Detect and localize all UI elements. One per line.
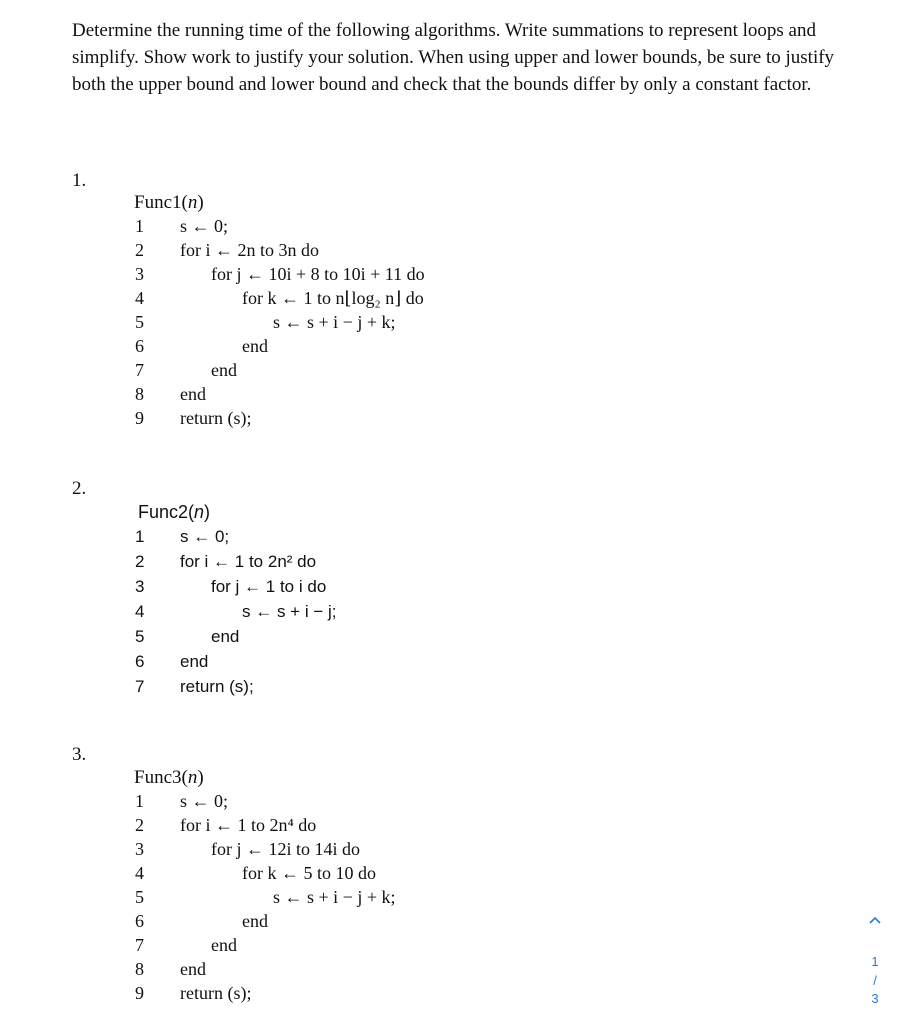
code-line: return (s); <box>180 677 254 696</box>
line-number: 3 <box>135 264 144 284</box>
code-line: end <box>242 911 268 931</box>
code-line: for j ← 10i + 8 to 10i + 11 do <box>211 264 425 284</box>
line-number: 5 <box>135 312 144 332</box>
line-number: 5 <box>135 887 144 907</box>
total-pages: 3 <box>871 991 879 1006</box>
code-line: for i ← 2n to 3n do <box>180 240 319 260</box>
problem-1-number: 1. <box>72 170 87 191</box>
line-number: 7 <box>135 935 144 955</box>
line-number: 2 <box>135 240 144 260</box>
problem-2-number: 2. <box>72 478 87 499</box>
code-line: return (s); <box>180 983 252 1003</box>
func1-name: Func1 <box>134 192 182 213</box>
code-line: s ← s + i − j; <box>242 602 337 621</box>
code-line: for i ← 1 to 2n² do <box>180 552 317 571</box>
line-number: 1 <box>135 216 144 236</box>
code-line: for k ← 5 to 10 do <box>242 863 376 883</box>
code-line: s ← s + i − j + k; <box>273 312 396 332</box>
code-line: end <box>180 384 206 404</box>
code-line: end <box>211 360 237 380</box>
line-number: 1 <box>135 791 144 811</box>
code-line: return (s); <box>180 408 252 428</box>
code-line: for j ← 1 to i do <box>211 577 327 596</box>
previous-page-button[interactable] <box>864 912 886 928</box>
code-line: end <box>180 652 209 671</box>
instructions-paragraph: Determine the running time of the following algorithms. Write summations to represent loops and simplify. Show work to justify your solution. When using upper and lower bounds, be sure to justify both the upper bound and lower bound and check that the bounds differ by only a constant factor. <box>72 20 835 95</box>
code-line: for i ← 1 to 2n⁴ do <box>180 815 317 835</box>
code-line: end <box>211 627 240 646</box>
code-line: s ← 0; <box>180 791 229 811</box>
func2-name: Func2 <box>138 502 189 522</box>
line-number: 6 <box>135 911 144 931</box>
line-number: 4 <box>135 602 145 621</box>
line-number: 2 <box>135 552 145 571</box>
chevron-up-icon <box>868 915 882 925</box>
code-line: end <box>242 336 268 356</box>
func1-arg: n <box>187 192 198 213</box>
line-number: 2 <box>135 815 144 835</box>
current-page-number: 1 <box>871 954 879 969</box>
code-line: s ← 0; <box>180 216 229 236</box>
func3-title: Func3(n) <box>134 767 204 788</box>
line-number: 4 <box>135 288 144 308</box>
func2-title: Func2(n) <box>138 502 211 522</box>
line-number: 1 <box>135 527 145 546</box>
line-number: 5 <box>135 627 145 646</box>
line-number: 8 <box>135 384 144 404</box>
code-line: end <box>211 935 237 955</box>
line-number: 3 <box>135 839 144 859</box>
code-line: for k ← 1 to n⌊log₂ n⌋ do <box>242 288 424 308</box>
line-number: 9 <box>135 408 144 428</box>
problem-3-number: 3. <box>72 744 87 765</box>
page-separator: / <box>873 973 877 988</box>
code-line: for j ← 12i to 14i do <box>211 839 360 859</box>
line-number: 6 <box>135 652 145 671</box>
func2-arg: n <box>194 502 205 522</box>
func3-name: Func3 <box>134 767 182 788</box>
line-number: 8 <box>135 959 144 979</box>
code-line: end <box>180 959 206 979</box>
func3-arg: n <box>187 767 198 788</box>
func1-title: Func1(n) <box>134 192 204 213</box>
line-number: 3 <box>135 577 145 596</box>
line-number: 9 <box>135 983 144 1003</box>
line-number: 6 <box>135 336 144 356</box>
code-line: s ← 0; <box>180 527 230 546</box>
line-number: 4 <box>135 863 144 883</box>
code-line: s ← s + i − j + k; <box>273 887 396 907</box>
line-number: 7 <box>135 677 145 696</box>
line-number: 7 <box>135 360 144 380</box>
